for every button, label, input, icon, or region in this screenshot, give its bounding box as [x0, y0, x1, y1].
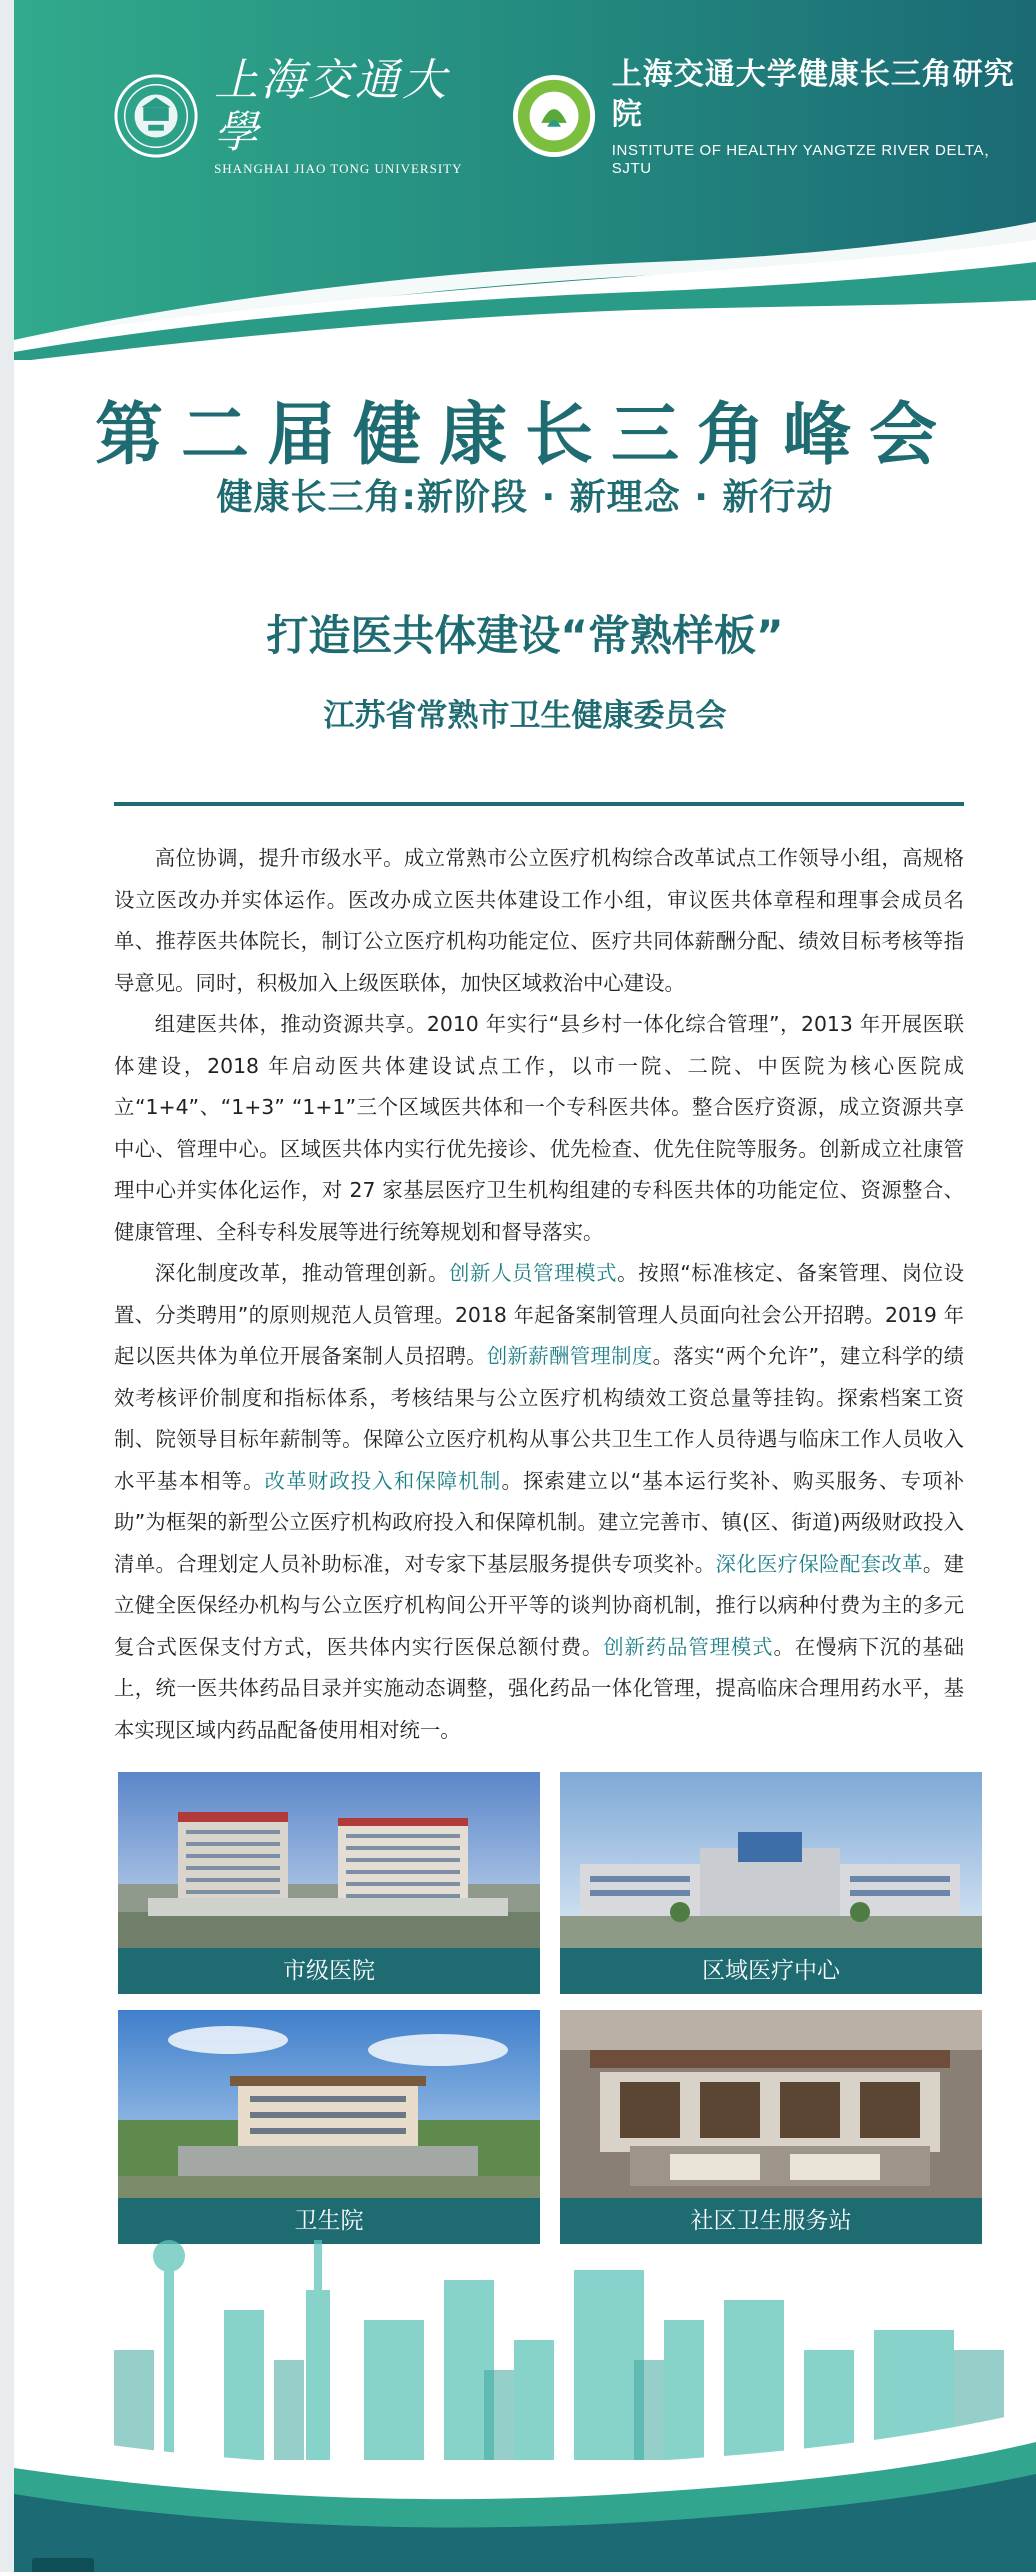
photo-caption: 市级医院 — [118, 1948, 540, 1994]
header-background — [14, 0, 1036, 360]
p3-text-e: 。建立健全医保经办机构与公立医疗机构间公开平等的谈判协商机制，推行以病种付费为主的多元复合式医保支付方式，医共体内实行医保总额付费。 — [114, 1551, 965, 1659]
paragraph-2: 组建医共体，推动资源共享。2010 年实行“县乡村一体化综合管理”，2013 年开展医联体建设，2018 年启动医共体建设试点工作，以市一院、二院、中医院为核心医院成立“1+4”、“1+3” “1+1”三个区域医共体和一个专科医共体。整合医疗资源，成立资源共享中心、管理中心。区域医共体内实行优先接诊、优先检查、优先住院等服务。创新成立社康管理中心并实体化运作，对 27 家基层医疗卫生机构组建的专科医共体的功能定位、资源整合、健康管理、全科专科发展等进行统筹规划和督导落实。 — [114, 1012, 964, 1244]
highlight-insurance-reform: 深化医疗保险配套改革 — [715, 1551, 923, 1576]
poster — [14, 0, 1036, 2572]
p3-text-a: 深化制度改革，推动管理创新。 — [154, 1261, 450, 1285]
health-center-image — [118, 2010, 540, 2198]
sjtu-name — [214, 55, 490, 177]
photo-regional-center — [560, 1772, 982, 1994]
community-station-image — [560, 2010, 982, 2198]
logo-row — [114, 55, 1036, 177]
photo-city-hospital — [118, 1772, 540, 1994]
paragraph-3 — [114, 1253, 964, 1751]
footer-skyline — [14, 2230, 1036, 2572]
divider — [114, 802, 964, 806]
sjtu-name-en: SHANGHAI JIAO TONG UNIVERSITY — [214, 161, 463, 176]
institute-name — [612, 55, 1036, 177]
p3-text-d: 。探索建立以“基本运行奖补、购买服务、专项补助”为框架的新型公立医疗机构政府投入和保障机制。建立完善市、镇(区、街道)两级财政投入清单。合理划定人员补助标准，对专家下基层服务提供专项奖补。 — [114, 1468, 965, 1576]
institute-name-cn: 上海交通大学健康长三角研究院 — [611, 57, 1015, 132]
paragraph-1: 高位协调，提升市级水平。成立常熟市公立医疗机构综合改革试点工作领导小组，高规格设立医改办并实体运作。医改办成立医共体建设工作小组，审议医共体章程和理事会成员名单、推荐医共体院长，制订公立医疗机构功能定位、医疗共同体薪酬分配、绩效目标考核等指导意见。同时，积极加入上级医联体，加快区域救治中心建设。 — [114, 846, 964, 995]
summit-subtitle: 健康长三角:新阶段 · 新理念 · 新行动 — [216, 477, 834, 518]
sjtu-emblem-icon — [114, 73, 198, 159]
institute-name-en: INSTITUTE OF HEALTHY YANGTZE RIVER DELTA，SJTU — [611, 142, 1000, 177]
photo-caption: 区域医疗中心 — [560, 1948, 982, 1994]
institute-emblem-icon — [512, 73, 596, 159]
article-title: 打造医共体建设“常熟样板” — [266, 611, 784, 660]
photo-caption: 卫生院 — [118, 2198, 540, 2244]
article-body — [114, 838, 964, 1751]
p3-text-c: 。落实“两个允许”，建立科学的绩效考核评价制度和指标体系，考核结果与公立医疗机构绩效工资总量等挂钩。探索档案工资制、院领导目标年薪制等。保障公立医疗机构从事公共卫生工作人员待遇与临床工作人员收入水平基本相等。 — [114, 1344, 964, 1493]
regional-center-image — [560, 1772, 982, 1948]
summit-title: 第二届健康长三角峰会 — [94, 396, 955, 475]
article-author: 江苏省常熟市卫生健康委员会 — [323, 698, 727, 734]
photo-health-center — [118, 2010, 540, 2244]
corner-mark — [32, 2558, 94, 2572]
sjtu-name-cn: 上海交通大學 — [214, 55, 450, 158]
p3-text-b: 。按照“标准核定、备案管理、岗位设置、分类聘用”的原则规范人员管理。2018 年起备案制管理人员面向社会公开招聘。2019 年起以医共体为单位开展备案制人员招聘。 — [114, 1261, 965, 1368]
photo-community-station — [560, 2010, 982, 2244]
p3-text-f: 。在慢病下沉的基础上，统一医共体药品目录并实施动态调整，强化药品一体化管理，提高临床合理用药水平，基本实现区域内药品配备使用相对统一。 — [114, 1634, 965, 1742]
highlight-personnel-management: 创新人员管理模式 — [449, 1261, 618, 1285]
highlight-drug-management: 创新药品管理模式 — [603, 1634, 774, 1659]
photo-caption: 社区卫生服务站 — [560, 2198, 982, 2244]
highlight-fiscal-reform: 改革财政投入和保障机制 — [264, 1468, 502, 1493]
city-hospital-image — [118, 1772, 540, 1948]
highlight-salary-management: 创新薪酬管理制度 — [486, 1344, 653, 1368]
